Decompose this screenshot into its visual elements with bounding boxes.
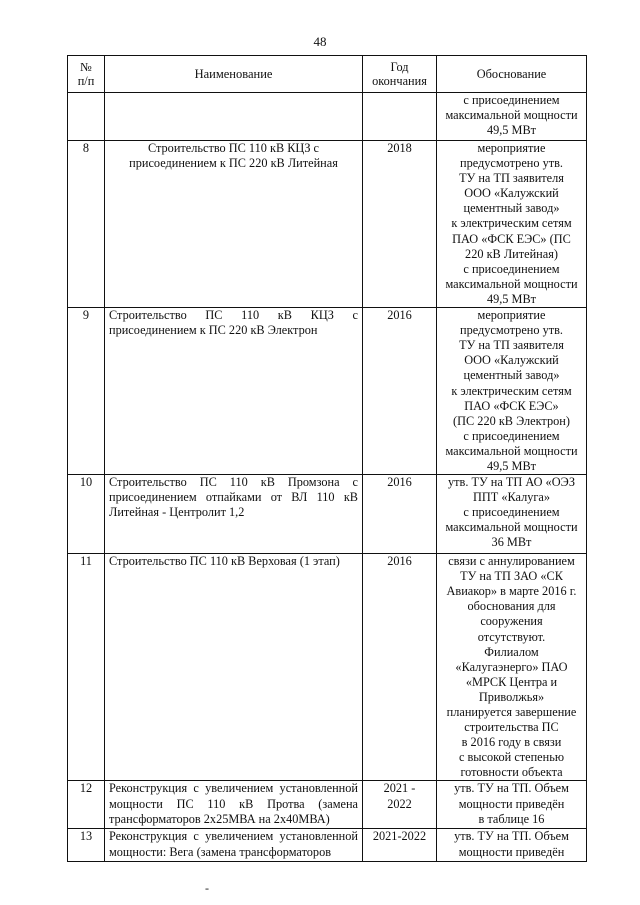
cell-year: 2021 - 2022 (363, 781, 437, 829)
header-year: Год окончания (363, 56, 437, 93)
cell-year: 2016 (363, 308, 437, 475)
cell-year: 2016 (363, 475, 437, 554)
cell-year: 2018 (363, 141, 437, 308)
table-row-continuation (68, 93, 587, 141)
header-name: Наименование (105, 56, 363, 93)
cell-justification: утв. ТУ на ТП АО «ОЭЗ ППТ «Калуга» с присоединением максимальной мощности 36 МВт (437, 475, 587, 554)
header-justification: Обоснование (437, 56, 587, 93)
table-row (68, 829, 587, 862)
cell-year: 2021-2022 (363, 829, 437, 862)
table-row (68, 554, 587, 781)
cell-num: 12 (68, 781, 105, 829)
cell-name: Строительство ПС 110 кВ Промзона с присоединением отпайками от ВЛ 110 кВ Литейная - Центролит 1,2 (105, 475, 363, 554)
cell-name: Строительство ПС 110 кВ Верховая (1 этап) (105, 554, 363, 781)
cell-justification: мероприятие предусмотрено утв. ТУ на ТП заявителя ООО «Калужский цементный завод» к электрическим сетям ПАО «ФСК ЕЭС» (ПС 220 кВ Электрон) с присоединением максимальной мощности 49,5 МВт (437, 308, 587, 475)
table-row (68, 475, 587, 554)
cell-name (105, 93, 363, 141)
cell-name: Строительство ПС 110 кВ КЦЗ с присоединением к ПС 220 кВ Литейная (105, 141, 363, 308)
cell-num: 9 (68, 308, 105, 475)
table-row (68, 308, 587, 475)
table-header-row (68, 56, 587, 93)
cell-justification: утв. ТУ на ТП. Объем мощности приведён (437, 829, 587, 862)
page-number: 48 (313, 34, 327, 49)
table-row (68, 781, 587, 829)
cell-name: Реконструкция с увеличением установленной мощности ПС 110 кВ Протва (замена трансформаторов 2х25МВА на 2х40МВА) (105, 781, 363, 829)
cell-name: Реконструкция с увеличением установленной мощности: Вега (замена трансформаторов (105, 829, 363, 862)
cell-num: 13 (68, 829, 105, 862)
cell-num: 8 (68, 141, 105, 308)
cell-justification: мероприятие предусмотрено утв. ТУ на ТП заявителя ООО «Калужский цементный завод» к электрическим сетям ПАО «ФСК ЕЭС» (ПС 220 кВ Литейная) с присоединением максимальной мощности 49,5 МВт (437, 141, 587, 308)
cell-justification: утв. ТУ на ТП. Объем мощности приведён в таблице 16 (437, 781, 587, 829)
capital-works-table (67, 55, 587, 862)
table-row (68, 141, 587, 308)
cell-name: Строительство ПС 110 кВ КЦЗ с присоединением к ПС 220 кВ Электрон (105, 308, 363, 475)
cell-year: 2016 (363, 554, 437, 781)
cell-justification: связи с аннулированием ТУ на ТП ЗАО «СК Авиакор» в марте 2016 г. обоснования для сооружения отсутствуют. Филиалом «Калугаэнерго» ПАО «МРСК Центра и Приволжья» планируется завершение строительства ПС в 2016 году в связи с высокой степенью готовности объекта (437, 554, 587, 781)
cell-num (68, 93, 105, 141)
cell-num: 10 (68, 475, 105, 554)
footer-mark: - (205, 881, 209, 895)
cell-justification: с присоединением максимальной мощности 49,5 МВт (437, 93, 587, 141)
cell-year (363, 93, 437, 141)
header-num: № п/п (68, 56, 105, 93)
cell-num: 11 (68, 554, 105, 781)
